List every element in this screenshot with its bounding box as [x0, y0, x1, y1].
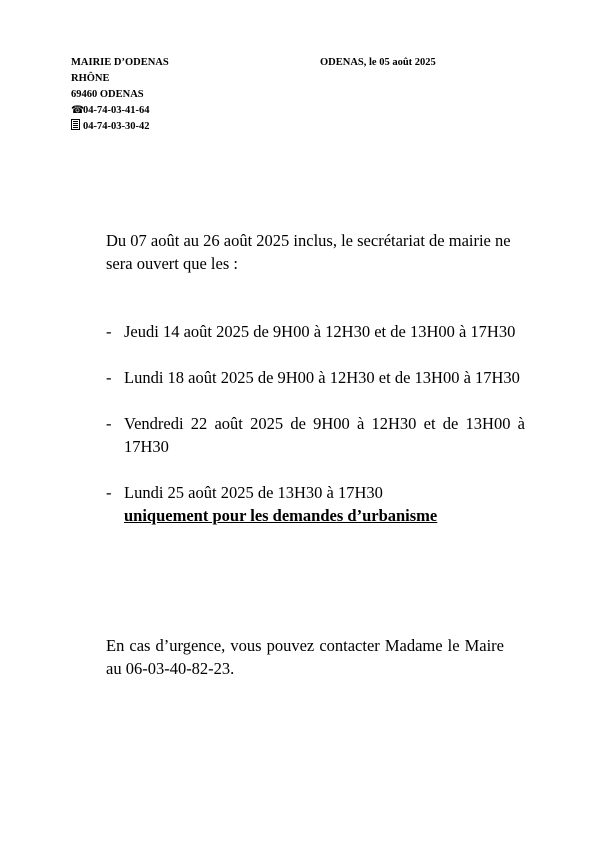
bullet-dash: - [106, 322, 112, 341]
phone-number: 04-74-03-41-64 [83, 105, 150, 116]
schedule-item [106, 320, 525, 343]
schedule-item-note: uniquement pour les demandes d’urbanisme [124, 506, 438, 525]
schedule-item-text: Vendredi 22 août 2025 de 9H00 à 12H30 et de 13H00 à 17H30 [124, 414, 525, 456]
bullet-dash: - [106, 414, 112, 433]
place-date: ODENAS, le 05 août 2025 [320, 57, 436, 68]
letterhead [71, 55, 169, 135]
phone-line [71, 103, 169, 119]
intro-paragraph: Du 07 août au 26 août 2025 inclus, le secrétariat de mairie ne sera ouvert que les : [106, 231, 511, 273]
schedule-item [106, 412, 525, 458]
fax-line [71, 119, 169, 135]
schedule-item-text: Jeudi 14 août 2025 de 9H00 à 12H30 et de 13H00 à 17H30 [124, 322, 516, 341]
schedule-item-text: Lundi 18 août 2025 de 9H00 à 12H30 et de 13H00 à 17H30 [124, 368, 520, 387]
schedule-list [106, 320, 525, 527]
schedule-item [106, 481, 525, 527]
region: RHÔNE [71, 73, 110, 84]
emergency-contact-paragraph: En cas d’urgence, vous pouvez contacter Madame le Maire au 06-03-40-82-23. [106, 636, 504, 678]
telephone-icon: ☎ [71, 105, 85, 116]
fax-number: 04-74-03-30-42 [83, 121, 150, 132]
postal-city: 69460 ODENAS [71, 89, 144, 100]
bullet-dash: - [106, 368, 112, 387]
bullet-dash: - [106, 483, 112, 502]
fax-icon [71, 119, 83, 135]
schedule-item [106, 366, 525, 389]
schedule-item-text: Lundi 25 août 2025 de 13H30 à 17H30 [124, 483, 383, 502]
org-name: MAIRIE D’ODENAS [71, 57, 169, 68]
